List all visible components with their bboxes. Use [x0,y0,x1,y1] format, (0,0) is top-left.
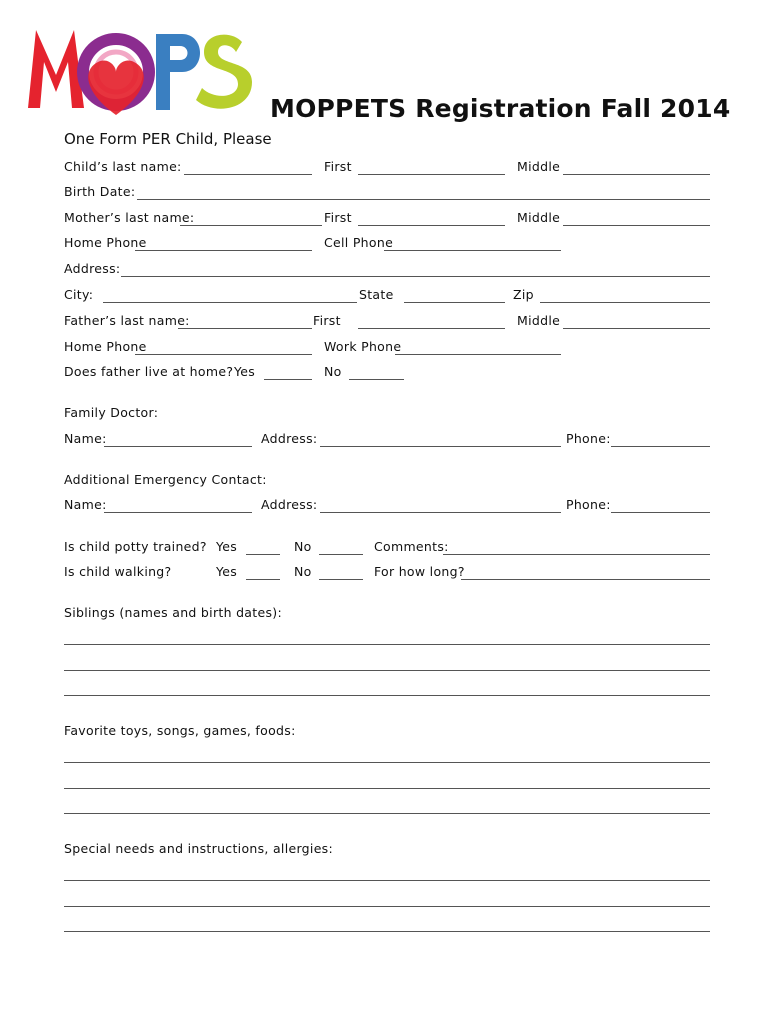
mops-logo-graphic [24,20,254,120]
work-phone-field[interactable] [395,354,561,355]
walking-no-field[interactable] [319,579,363,580]
potty-no-field[interactable] [319,554,363,555]
doctor-address-field[interactable] [320,446,561,447]
walking-no-label: No [294,564,312,579]
father-home-phone-field[interactable] [135,354,312,355]
work-phone-label: Work Phone [324,339,402,354]
how-long-label: For how long? [374,564,465,579]
father-first-label: First [313,313,341,328]
mops-logo [24,20,254,124]
father-last-name-field[interactable] [178,328,312,329]
emergency-name-field[interactable] [104,512,252,513]
city-label: City: [64,287,94,302]
child-first-field[interactable] [358,174,505,175]
special-needs-line-1[interactable] [64,880,710,881]
father-home-no-label: No [324,364,342,379]
state-field[interactable] [404,302,505,303]
cell-phone-field[interactable] [384,250,561,251]
emergency-phone-label: Phone: [566,497,611,512]
emergency-name-label: Name: [64,497,107,512]
father-home-phone-label: Home Phone [64,339,147,354]
address-label: Address: [64,261,121,276]
state-label: State [359,287,394,302]
city-field[interactable] [103,302,357,303]
doctor-phone-field[interactable] [611,446,710,447]
emergency-contact-heading: Additional Emergency Contact: [64,472,267,487]
doctor-address-label: Address: [261,431,318,446]
birth-date-label: Birth Date: [64,184,136,199]
page-title: MOPPETS Registration Fall 2014 [270,94,731,123]
father-middle-label: Middle [517,313,561,328]
zip-field[interactable] [540,302,710,303]
special-needs-line-2[interactable] [64,906,710,907]
potty-yes-field[interactable] [246,554,280,555]
favorites-line-3[interactable] [64,813,710,814]
special-needs-line-3[interactable] [64,931,710,932]
address-field[interactable] [121,276,710,277]
family-doctor-heading: Family Doctor: [64,405,159,420]
father-home-question: Does father live at home? [64,364,234,379]
page-subtitle: One Form PER Child, Please [64,130,272,148]
child-middle-field[interactable] [563,174,710,175]
comments-field[interactable] [443,554,710,555]
siblings-line-2[interactable] [64,670,710,671]
siblings-line-1[interactable] [64,644,710,645]
special-needs-label: Special needs and instructions, allergies: [64,841,334,856]
favorites-line-1[interactable] [64,762,710,763]
emergency-address-field[interactable] [320,512,561,513]
doctor-name-label: Name: [64,431,107,446]
cell-phone-label: Cell Phone [324,235,394,250]
comments-label: Comments: [374,539,449,554]
mother-last-name-label: Mother’s last name: [64,210,195,225]
father-last-name-label: Father’s last name: [64,313,190,328]
potty-trained-question: Is child potty trained? [64,539,207,554]
how-long-field[interactable] [461,579,710,580]
zip-label: Zip [513,287,534,302]
mother-first-label: First [324,210,352,225]
potty-yes-label: Yes [216,539,238,554]
siblings-label: Siblings (names and birth dates): [64,605,282,620]
child-first-label: First [324,159,352,174]
father-home-no-field[interactable] [349,379,404,380]
doctor-phone-label: Phone: [566,431,611,446]
potty-no-label: No [294,539,312,554]
walking-yes-field[interactable] [246,579,280,580]
siblings-line-3[interactable] [64,695,710,696]
emergency-phone-field[interactable] [611,512,710,513]
emergency-address-label: Address: [261,497,318,512]
walking-question: Is child walking? [64,564,172,579]
child-last-name-label: Child’s last name: [64,159,182,174]
home-phone-label: Home Phone [64,235,147,250]
mother-middle-label: Middle [517,210,561,225]
father-middle-field[interactable] [563,328,710,329]
child-last-name-field[interactable] [184,174,312,175]
home-phone-field[interactable] [135,250,312,251]
father-home-yes-label: Yes [234,364,256,379]
child-middle-label: Middle [517,159,561,174]
birth-date-field[interactable] [137,199,710,200]
father-home-yes-field[interactable] [264,379,312,380]
father-first-field[interactable] [358,328,505,329]
favorites-line-2[interactable] [64,788,710,789]
mother-last-name-field[interactable] [180,225,322,226]
doctor-name-field[interactable] [104,446,252,447]
mother-first-field[interactable] [358,225,505,226]
walking-yes-label: Yes [216,564,238,579]
mother-middle-field[interactable] [563,225,710,226]
favorites-label: Favorite toys, songs, games, foods: [64,723,296,738]
